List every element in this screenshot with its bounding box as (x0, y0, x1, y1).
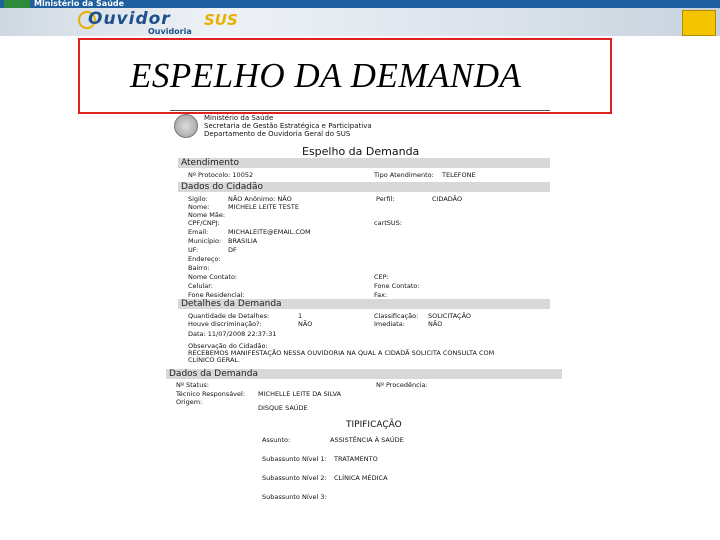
obs-label: Observação do Cidadão: (188, 342, 268, 350)
nivel2-label: Subassunto Nível 2: (262, 474, 327, 482)
class-label: Classificação: (374, 312, 419, 320)
email-label: Email: (188, 228, 209, 236)
tecnico-value: MICHELLE LEITE DA SILVA (258, 390, 342, 398)
nivel1-label: Subassunto Nível 1: (262, 455, 327, 463)
nivel2-value: CLÍNICA MÉDICA (334, 474, 388, 482)
document-title: Espelho da Demanda (302, 145, 420, 158)
logo-word: Ouvidor (88, 9, 171, 29)
obs-line-1: RECEBEMOS MANIFESTAÇÃO NESSA OUVIDORIA NA QUAL A CIDADÃ SOLICITA CONSULTA COM (188, 349, 495, 357)
ouvidor-sus-logo (86, 9, 251, 35)
qtd-label: Quantidade de Detalhes: (188, 312, 270, 320)
brazil-flag-icon (4, 0, 30, 8)
perfil-label: Perfil: (376, 195, 395, 203)
email-value: MICHALEITE@EMAIL.COM (228, 228, 311, 236)
nome-mae-label: Nome Mãe: (188, 211, 226, 219)
top-banner (0, 0, 720, 36)
section-cidadao: Dados do Cidadão (178, 182, 550, 192)
status-label: Nº Status: (176, 381, 209, 389)
municipio-value: BRASILIA (228, 237, 258, 245)
tipificacao-title: TIPIFICAÇÃO (346, 420, 402, 430)
sigilo-value: NÃO Anônimo: NÃO (228, 195, 292, 203)
assunto-value: ASSISTÊNCIA À SAÚDE (330, 436, 404, 444)
origem-label: Origem: (176, 398, 203, 406)
section-detalhes: Detalhes da Demanda (178, 299, 550, 309)
doc-header-line-2: Secretaria de Gestão Estratégica e Participativa (204, 122, 372, 130)
nome-contato-label: Nome Contato: (188, 273, 238, 281)
celular-label: Celular: (188, 282, 214, 290)
section-atendimento: Atendimento (178, 158, 550, 168)
discrim-label: Houve discriminação?: (188, 320, 262, 328)
nome-value: MICHELE LEITE TESTE (228, 203, 299, 211)
assunto-label: Assunto: (262, 436, 291, 444)
obs-line-2: CLÍNICO GERAL. (188, 356, 241, 364)
ministry-strip (0, 0, 720, 8)
cartao-label: cartSUS: (374, 219, 402, 227)
endereco-label: Endereço: (188, 255, 221, 263)
tecnico-label: Técnico Responsável: (176, 390, 246, 398)
folder-icon[interactable] (682, 10, 716, 36)
bairro-label: Bairro: (188, 264, 210, 272)
nivel3-label: Subassunto Nível 3: (262, 493, 327, 501)
fone-contato-label: Fone Contato: (374, 282, 420, 290)
tipo-value: TELEFONE (442, 171, 476, 179)
fax-label: Fax: (374, 291, 388, 299)
section-dados: Dados da Demanda (166, 369, 562, 379)
discrim-value: NÃO (298, 320, 313, 328)
cep-label: CEP: (374, 273, 389, 281)
logo-sus: SUS (204, 11, 238, 29)
nivel1-value: TRATAMENTO (334, 455, 378, 463)
data-label: Data: 11/07/2008 22:37:31 (188, 330, 277, 338)
tipo-label: Tipo Atendimento: (374, 171, 434, 179)
document-top-rule (170, 110, 550, 111)
origem-value: DISQUE SAÚDE (258, 404, 308, 412)
class-value: SOLICITAÇÃO (428, 312, 472, 320)
doc-header-line-1: Ministério da Saúde (204, 114, 274, 122)
uf-value: DF (228, 246, 237, 254)
protocolo: Nº Protocolo: 10052 (188, 171, 254, 179)
coat-of-arms-icon (174, 114, 198, 138)
logo-sub: Ouvidoria (148, 27, 192, 36)
imediata-value: NÃO (428, 320, 443, 328)
municipio-label: Município: (188, 237, 222, 245)
perfil-value: CIDADÃO (432, 195, 463, 203)
nome-label: Nome: (188, 203, 210, 211)
fone-res-label: Fone Residencial: (188, 291, 245, 299)
uf-label: UF: (188, 246, 199, 254)
slide-title: ESPELHO DA DEMANDA (130, 56, 522, 95)
ministry-text: Ministério da Saúde (34, 0, 125, 8)
doc-header-line-3: Departamento de Ouvidoria Geral do SUS (204, 130, 351, 138)
imediata-label: Imediata: (374, 320, 405, 328)
qtd-value: 1 (298, 312, 303, 320)
title-box (78, 38, 612, 114)
sigilo-label: Sigilo: (188, 195, 208, 203)
procedencia-label: Nº Procedência: (376, 381, 428, 389)
cpf-label: CPF/CNPJ: (188, 219, 220, 227)
